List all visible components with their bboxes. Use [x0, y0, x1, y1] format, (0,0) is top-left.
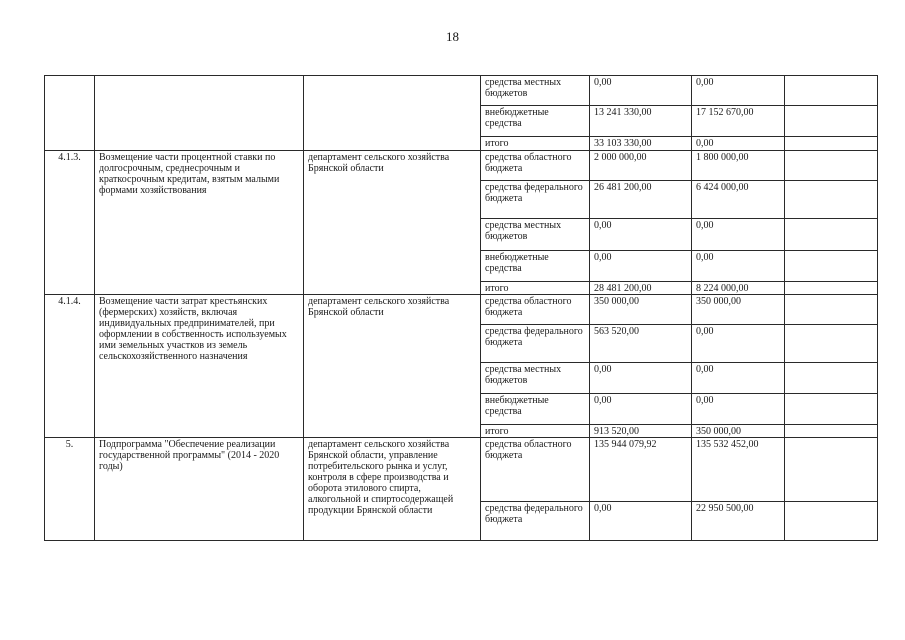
event-name-cell: Подпрограмма "Обеспечение реализации государственной программы" (2014 - 2020 годы)	[95, 438, 304, 541]
amount-cell	[785, 76, 878, 106]
amount-cell	[785, 181, 878, 219]
amount-cell: 563 520,00	[590, 325, 692, 363]
amount-cell: 26 481 200,00	[590, 181, 692, 219]
amount-cell	[785, 502, 878, 541]
budget-table	[44, 75, 878, 541]
amount-cell: 13 241 330,00	[590, 106, 692, 137]
table-row	[45, 438, 878, 502]
amount-cell	[785, 295, 878, 325]
amount-cell: 350 000,00	[692, 295, 785, 325]
amount-cell	[785, 219, 878, 251]
table-row	[45, 295, 878, 325]
row-number-cell: 4.1.3.	[45, 151, 95, 295]
row-number-cell	[45, 76, 95, 151]
funding-source-cell: средства федерального бюджета	[481, 502, 590, 541]
executor-cell	[304, 76, 481, 151]
amount-cell: 0,00	[692, 137, 785, 151]
amount-cell	[785, 137, 878, 151]
amount-cell: 0,00	[590, 76, 692, 106]
funding-source-cell: итого	[481, 137, 590, 151]
amount-cell: 0,00	[590, 363, 692, 394]
amount-cell: 0,00	[692, 219, 785, 251]
amount-cell	[785, 438, 878, 502]
row-number-cell: 5.	[45, 438, 95, 541]
amount-cell: 1 800 000,00	[692, 151, 785, 181]
amount-cell: 135 944 079,92	[590, 438, 692, 502]
amount-cell: 0,00	[590, 394, 692, 425]
amount-cell: 22 950 500,00	[692, 502, 785, 541]
funding-source-cell: средства местных бюджетов	[481, 363, 590, 394]
amount-cell: 0,00	[692, 76, 785, 106]
funding-source-cell: средства местных бюджетов	[481, 219, 590, 251]
amount-cell	[785, 325, 878, 363]
amount-cell	[785, 282, 878, 295]
amount-cell: 6 424 000,00	[692, 181, 785, 219]
amount-cell: 33 103 330,00	[590, 137, 692, 151]
funding-source-cell: внебюджетные средства	[481, 251, 590, 282]
event-name-cell	[95, 76, 304, 151]
amount-cell: 135 532 452,00	[692, 438, 785, 502]
funding-source-cell: внебюджетные средства	[481, 394, 590, 425]
funding-source-cell: средства областного бюджета	[481, 151, 590, 181]
funding-source-cell: итого	[481, 425, 590, 438]
amount-cell	[785, 106, 878, 137]
amount-cell	[785, 151, 878, 181]
page-number: 18	[446, 29, 459, 44]
event-name-cell: Возмещение части затрат крестьянских (фермерских) хозяйств, включая индивидуальных предпринимателей, при оформлении в собственность используемых ими земельных участков из земель сельскохозяйственного назначения	[95, 295, 304, 438]
amount-cell: 0,00	[692, 325, 785, 363]
amount-cell: 350 000,00	[692, 425, 785, 438]
event-name-cell: Возмещение части процентной ставки по долгосрочным, среднесрочным и краткосрочным кредитам, взятым малыми формами хозяйствования	[95, 151, 304, 295]
table-row	[45, 76, 878, 106]
amount-cell	[785, 363, 878, 394]
amount-cell: 0,00	[692, 363, 785, 394]
amount-cell: 0,00	[590, 251, 692, 282]
amount-cell: 8 224 000,00	[692, 282, 785, 295]
funding-source-cell: итого	[481, 282, 590, 295]
amount-cell: 350 000,00	[590, 295, 692, 325]
amount-cell: 913 520,00	[590, 425, 692, 438]
executor-cell: департамент сельского хозяйства Брянской области, управление потребительского рынка и услуг, контроля в сфере производства и оборота этилового спирта, алкогольной и спиртосодержащей продукции Брянской области	[304, 438, 481, 541]
funding-source-cell: средства федерального бюджета	[481, 325, 590, 363]
funding-source-cell: средства федерального бюджета	[481, 181, 590, 219]
funding-source-cell: средства местных бюджетов	[481, 76, 590, 106]
amount-cell	[785, 251, 878, 282]
funding-source-cell: средства областного бюджета	[481, 295, 590, 325]
amount-cell: 28 481 200,00	[590, 282, 692, 295]
amount-cell: 17 152 670,00	[692, 106, 785, 137]
row-number-cell: 4.1.4.	[45, 295, 95, 438]
executor-cell: департамент сельского хозяйства Брянской области	[304, 295, 481, 438]
table-row	[45, 151, 878, 181]
amount-cell: 0,00	[590, 219, 692, 251]
funding-source-cell: средства областного бюджета	[481, 438, 590, 502]
amount-cell: 0,00	[692, 251, 785, 282]
amount-cell: 0,00	[692, 394, 785, 425]
amount-cell	[785, 425, 878, 438]
amount-cell: 2 000 000,00	[590, 151, 692, 181]
executor-cell: департамент сельского хозяйства Брянской области	[304, 151, 481, 295]
amount-cell: 0,00	[590, 502, 692, 541]
funding-source-cell: внебюджетные средства	[481, 106, 590, 137]
amount-cell	[785, 394, 878, 425]
